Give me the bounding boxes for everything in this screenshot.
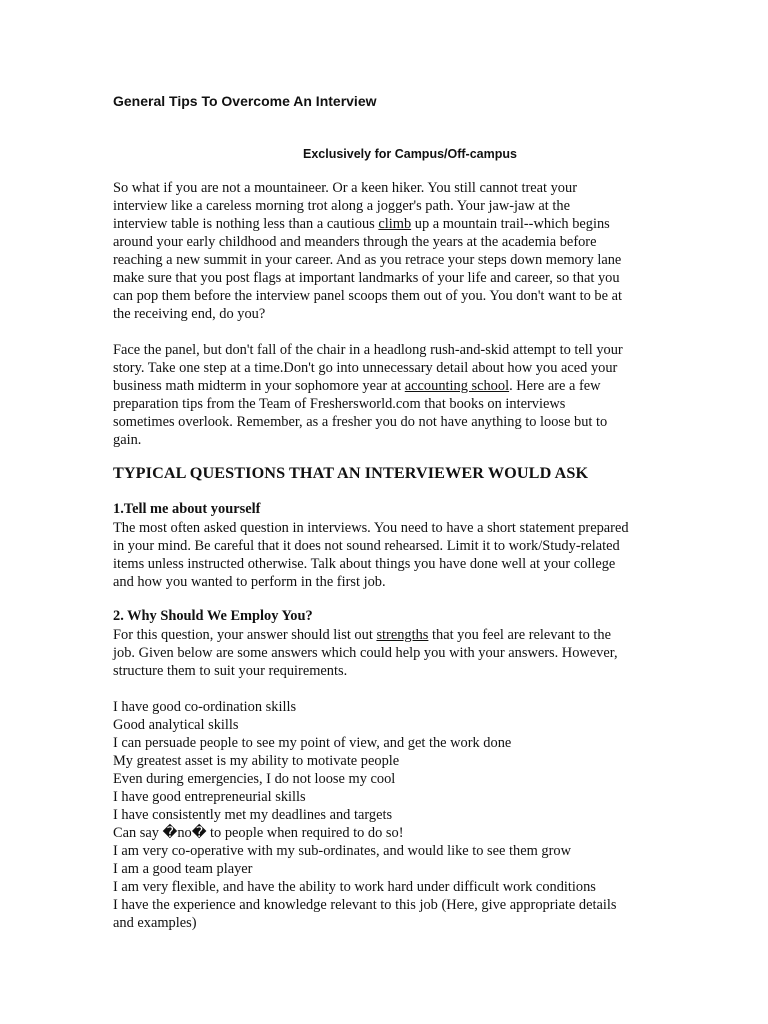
text-line: The most often asked question in interviews. You need to have a short statement prepared xyxy=(113,520,629,536)
text-line xyxy=(113,215,643,233)
text-line: structure them to suit your requirements. xyxy=(113,663,348,679)
text-line: items unless instructed otherwise. Talk about things you have done well at your college xyxy=(113,556,616,572)
climb-link[interactable]: climb xyxy=(378,216,412,232)
text-line xyxy=(113,626,643,644)
list-item: I am very flexible, and have the ability to work hard under difficult work conditions xyxy=(113,879,596,895)
text-line: reaching a new summit in your career. And as you retrace your steps down memory lane xyxy=(113,252,622,268)
accounting-school-link[interactable]: accounting school xyxy=(404,378,510,394)
text-segment: . Here are a few xyxy=(509,378,601,394)
text-line: can pop them before the interview panel scoops them out of you. You don't want to be at xyxy=(113,288,622,304)
list-item: My greatest asset is my ability to motivate people xyxy=(113,753,400,769)
list-item: Even during emergencies, I do not loose my cool xyxy=(113,771,396,787)
question-2-heading: 2. Why Should We Employ You? xyxy=(113,608,313,624)
strengths-link[interactable]: strengths xyxy=(376,627,429,643)
list-item: and examples) xyxy=(113,915,197,931)
question-1-answer xyxy=(113,519,643,591)
document-title: General Tips To Overcome An Interview xyxy=(113,93,377,109)
list-item: Can say �no� to people when required to do so! xyxy=(113,825,404,841)
text-line: the receiving end, do you? xyxy=(113,306,266,322)
list-item: I have good entrepreneurial skills xyxy=(113,789,306,805)
question-2-intro xyxy=(113,626,643,680)
text-line: and how you wanted to perform in the first job. xyxy=(113,574,386,590)
text-line: So what if you are not a mountaineer. Or a keen hiker. You still cannot treat your xyxy=(113,180,577,196)
text-line: make sure that you post flags at important landmarks of your life and career, so that you xyxy=(113,270,620,286)
section-heading: TYPICAL QUESTIONS THAT AN INTERVIEWER WOULD ASK xyxy=(113,464,589,482)
list-item: I have good co-ordination skills xyxy=(113,699,297,715)
list-item: I am very co-operative with my sub-ordinates, and would like to see them grow xyxy=(113,843,571,859)
list-item: I can persuade people to see my point of view, and get the work done xyxy=(113,735,512,751)
list-item: I have the experience and knowledge relevant to this job (Here, give appropriate details xyxy=(113,897,617,913)
text-line xyxy=(113,377,643,395)
list-item: I have consistently met my deadlines and targets xyxy=(113,807,393,823)
text-line: story. Take one step at a time.Don't go into unnecessary detail about how you aced your xyxy=(113,360,618,376)
text-line: interview like a careless morning trot along a jogger's path. Your jaw-jaw at the xyxy=(113,198,570,214)
text-line: in your mind. Be careful that it does not sound rehearsed. Limit it to work/Study-related xyxy=(113,538,620,554)
text-line: preparation tips from the Team of Freshersworld.com that books on interviews xyxy=(113,396,566,412)
list-item: Good analytical skills xyxy=(113,717,239,733)
text-line: sometimes overlook. Remember, as a fresher you do not have anything to loose but to xyxy=(113,414,608,430)
text-segment: business math midterm in your sophomore year at xyxy=(113,378,405,394)
text-segment: interview table is nothing less than a cautious xyxy=(113,216,379,232)
text-line: gain. xyxy=(113,432,142,448)
text-line: Face the panel, but don't fall of the chair in a headlong rush-and-skid attempt to tell your xyxy=(113,342,623,358)
text-segment: For this question, your answer should list out xyxy=(113,627,377,643)
list-item: I am a good team player xyxy=(113,861,253,877)
text-segment: that you feel are relevant to the xyxy=(428,627,612,643)
answers-list xyxy=(113,698,643,932)
question-1-heading: 1.Tell me about yourself xyxy=(113,501,261,517)
text-line: job. Given below are some answers which could help you with your answers. However, xyxy=(113,645,618,661)
document-subtitle: Exclusively for Campus/Off-campus xyxy=(303,147,517,161)
intro-paragraph xyxy=(113,179,643,323)
text-line: around your early childhood and meanders through the years at the academia before xyxy=(113,234,597,250)
second-paragraph xyxy=(113,341,643,449)
text-segment: up a mountain trail--which begins xyxy=(411,216,610,232)
